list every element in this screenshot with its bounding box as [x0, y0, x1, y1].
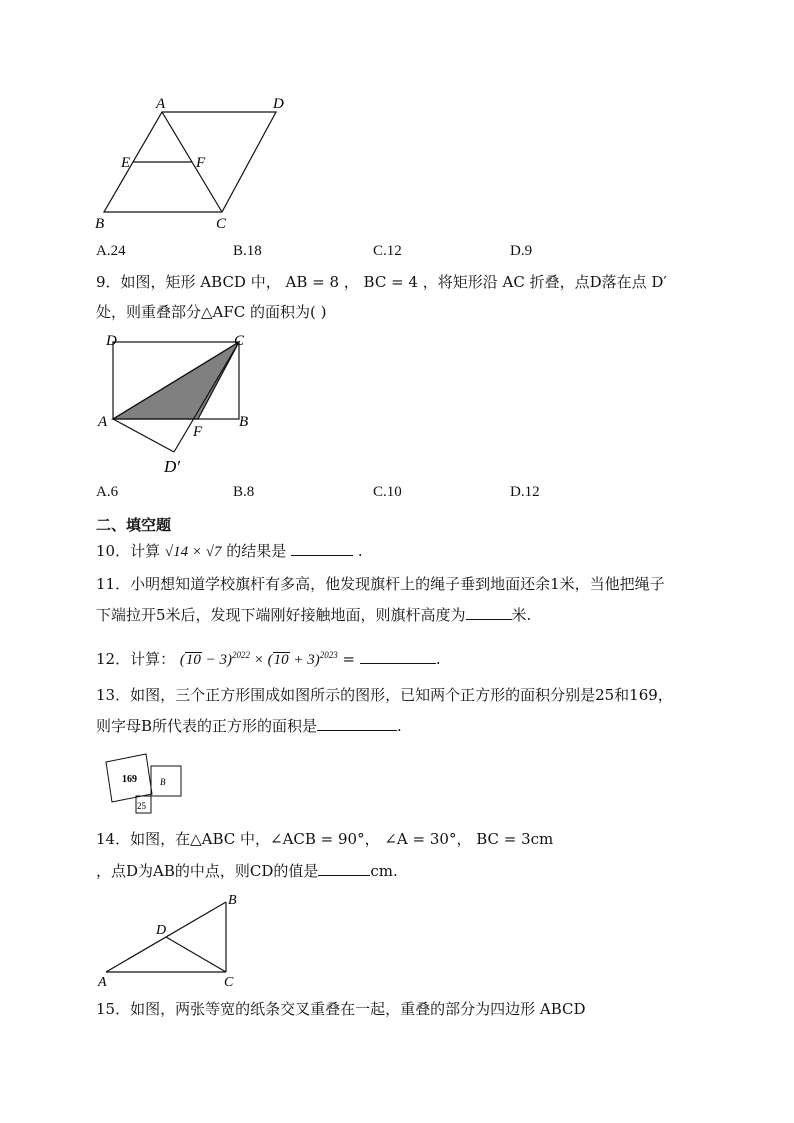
q14-label-b: B	[228, 893, 237, 908]
q14-label-d: D	[156, 923, 167, 938]
q9-option-c: C.10	[373, 484, 402, 500]
q8-label-a: A	[156, 96, 166, 112]
q14-line2-prefix: ，点D为AB的中点，则CD的值是	[96, 862, 319, 880]
q11-line2-prefix: 下端拉开5米后，发现下端刚好接触地面，则旗杆高度为	[96, 606, 466, 624]
q8-label-f: F	[196, 155, 206, 171]
q12-exp1: 2022	[232, 650, 250, 660]
q13-label-25: 25	[137, 801, 146, 811]
q12-answer-blank[interactable]	[360, 649, 436, 664]
q13-label-169: 169	[122, 774, 137, 785]
q12-end: .	[435, 650, 441, 668]
q10-suffix: 的结果是	[226, 542, 287, 560]
q9-label-f: F	[193, 424, 203, 440]
q8-option-c: C.12	[373, 243, 402, 259]
q10-prefix: 10．计算	[96, 542, 161, 560]
q13-figure	[98, 752, 198, 818]
q14-line2-suffix: cm.	[370, 862, 398, 880]
q10-end: .	[357, 542, 363, 560]
q12-exp2: 2023	[319, 650, 338, 660]
q8-option-b: B.18	[233, 243, 262, 259]
q9-option-d: D.12	[510, 484, 540, 500]
q11-line1: 11．小明想知道学校旗杆有多高，他发现旗杆上的绳子垂到地面还余1米，当他把绳子	[96, 575, 665, 593]
q14-label-a: A	[98, 975, 107, 990]
q9-label-dprime: D′	[164, 457, 180, 476]
q13-label-b: B	[160, 777, 166, 787]
q8-label-b: B	[95, 216, 105, 232]
section-title: 二、填空题	[96, 516, 172, 534]
q10-expression: √14 × √7	[164, 544, 222, 560]
q15-line1: 15．如图，两张等宽的纸条交叉重叠在一起，重叠的部分为四边形 ABCD	[96, 1000, 586, 1018]
q9-option-b: B.8	[233, 484, 255, 500]
q11-answer-blank[interactable]	[466, 605, 512, 620]
q14-line1: 14．如图，在△ABC 中，∠ACB = 90°， ∠A = 30°， BC = 3cm	[96, 830, 554, 848]
q8-label-e: E	[121, 155, 131, 171]
q14-answer-blank[interactable]	[318, 861, 370, 876]
q14-label-c: C	[224, 975, 234, 990]
q9-line2: 处，则重叠部分△AFC 的面积为( )	[96, 303, 327, 321]
q13-line2	[96, 716, 402, 736]
q12-line	[96, 645, 441, 670]
q13-line1: 13．如图，三个正方形围成如图所示的图形，已知两个正方形的面积分别是25和169，	[96, 686, 673, 704]
q9-option-a: A.6	[96, 484, 119, 500]
q8-figure	[88, 92, 298, 237]
q8-option-a: A.24	[96, 243, 126, 259]
q9-label-b: B	[239, 414, 249, 430]
q12-expression: $(10 - 3)^{2022} \times (10 + 3)^{2023}$	[179, 650, 338, 668]
q9-label-a: A	[98, 414, 108, 430]
q12-prefix: 12．计算：	[96, 650, 176, 668]
q13-line2-prefix: 则字母B所代表的正方形的面积是	[96, 717, 318, 735]
q9-label-c: C	[234, 333, 245, 349]
q9-figure	[94, 330, 264, 480]
q13-line2-suffix: .	[397, 717, 402, 735]
q8-option-d: D.9	[510, 243, 533, 259]
q14-line2	[96, 861, 398, 881]
q14-figure	[94, 890, 254, 990]
q13-answer-blank[interactable]	[317, 716, 397, 731]
q8-label-c: C	[216, 216, 227, 232]
q12-equals: =	[342, 650, 356, 668]
q11-line2-suffix: 米.	[511, 606, 532, 624]
q9-label-d: D	[106, 333, 117, 349]
q11-line2	[96, 605, 531, 625]
q10-answer-blank[interactable]	[291, 541, 353, 556]
q9-line1: 9．如图，矩形 ABCD 中， AB = 8 ， BC = 4 ，将矩形沿 AC 折叠，点D落在点 D′	[96, 273, 667, 291]
q10-line	[96, 541, 363, 562]
q8-label-d: D	[273, 96, 284, 112]
